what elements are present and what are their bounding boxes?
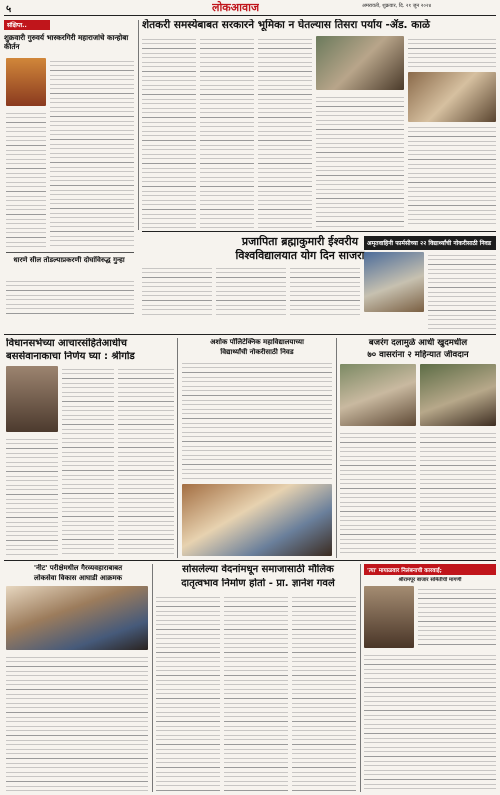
sosal-headline-2: दातृत्वभाव निर्माण होतो - प्रा. ज्ञानेश गवले: [181, 578, 335, 589]
brand-logo: लोकआवाज: [212, 1, 260, 14]
sosal-headline-1: सोसलेल्या वेदनांमधून समाजासाठी मौलिक: [182, 564, 334, 575]
vidhan-body-0: [6, 436, 58, 556]
masthead: [0, 0, 500, 14]
lead-col-4: [316, 94, 404, 228]
sidebar-story1-title: शुक्रवारी गुरुवर्य भास्करगिरी महाराजांचे कान्होबा कीर्तन: [4, 33, 129, 51]
lead-photo-2: [408, 72, 496, 122]
column-rule-4: [152, 564, 153, 792]
neet-headline-1: 'नीट' परीक्षेमधील गैरव्यवहाराबाबत: [33, 564, 123, 572]
bajrang-headline-2: ७० वासरांना २ महिन्यात जीवदान: [367, 350, 469, 360]
lead-col-5: [408, 36, 496, 70]
column-rule-1: [138, 20, 139, 230]
sidebar-divider: [6, 252, 134, 253]
lead-col-3: [258, 36, 312, 228]
maya-photo: [364, 586, 414, 648]
vidhan-photo: [6, 366, 58, 432]
neet-headline-2: लोकसेवा विकास आघाडी आक्रमक: [33, 574, 123, 582]
sidebar-photo-guru: [6, 58, 46, 106]
ashok-body: [182, 360, 332, 480]
sidebar-story1-text-lower: [6, 110, 46, 248]
vidhan-headline-2: बससेवानाकाचा निर्णय घ्या : श्रीगोड: [6, 351, 135, 362]
ashok-photo: [182, 484, 332, 556]
maya-body-2: [364, 652, 496, 792]
sosal-body-1: [156, 594, 220, 792]
masthead-rule: [4, 15, 496, 16]
ashok-headline-1: अशोक पॉलिटेक्निक महाविद्यालयाच्या: [210, 338, 304, 346]
bajrang-body-2: [420, 430, 496, 556]
column-rule-2: [177, 338, 178, 558]
neet-body: [6, 654, 148, 792]
brahma-headline-1: प्रजापिता ब्रह्माकुमारी ईश्वरीय: [241, 235, 359, 248]
brahma-headline-2: विश्वविद्यालयात योग दिन साजरा: [235, 249, 365, 262]
ashok-headline-2: विद्यार्थ्यांची नोकरीसाठी निवड: [220, 348, 294, 356]
polytech-banner: [364, 236, 496, 250]
bajrang-photo-1: [340, 364, 416, 426]
brahma-body-2: [216, 265, 286, 315]
lead-col-1: [142, 36, 196, 228]
polytech-headline: अमृतवाहिनी फार्मसीच्या २२ विद्यार्थ्यांची नोकरीसाठी निवड: [367, 240, 492, 247]
lead-photo: [316, 36, 404, 90]
brahma-body-3: [290, 265, 360, 315]
vidhan-body-2: [118, 366, 174, 556]
maya-headline: 'त्या' मायाळवार निलंबनाची कारवाई;: [367, 568, 442, 574]
sidebar-story2-title: धारणे सील तोडल्याप्रकरणी दोघांविरुद्ध गुन्हा: [13, 256, 125, 264]
polytech-photo: [364, 252, 424, 312]
sidebar-story1-text: [50, 58, 134, 248]
brahma-body-1: [142, 265, 212, 315]
lead-bottom-rule: [142, 231, 496, 232]
mid-rule: [4, 334, 496, 335]
maya-body-1: [418, 586, 496, 648]
bajrang-photo-2: [420, 364, 496, 426]
bajrang-headline-1: बजरंग दलामुळे आधी खुदमधील: [368, 338, 468, 348]
bajrang-body-1: [340, 430, 416, 556]
lead-col-6: [408, 124, 496, 228]
lower-rule: [4, 560, 496, 561]
neet-photo: [6, 586, 148, 650]
sosal-body-2: [224, 594, 288, 792]
sidebar-label-box: [4, 20, 50, 30]
polytech-body: [428, 252, 496, 332]
maya-subhead: श्रीरामपूर बाजार समितीची मागणी: [398, 577, 462, 583]
lead-headline: शेतकरी समस्येबाबत सरकारने भूमिका न घेतल्यास तिसरा पर्याय -ॲड. काळे: [142, 19, 430, 31]
page-number: ५: [6, 4, 12, 15]
sosal-body-3: [292, 594, 356, 792]
date-line: अमरावती, शुक्रवार, दि. २१ जून २०२४: [362, 3, 432, 9]
vidhan-body-1: [62, 366, 114, 556]
column-rule-5: [360, 564, 361, 792]
column-rule-3: [336, 338, 337, 558]
sidebar-label: संक्षिप्त..: [7, 22, 27, 29]
vidhan-headline-1: विधानसभेच्या आचारसंहितेआधीच: [6, 338, 127, 349]
lead-col-2: [200, 36, 254, 228]
sidebar-story2-text: [6, 278, 134, 318]
maya-banner: [364, 564, 496, 575]
